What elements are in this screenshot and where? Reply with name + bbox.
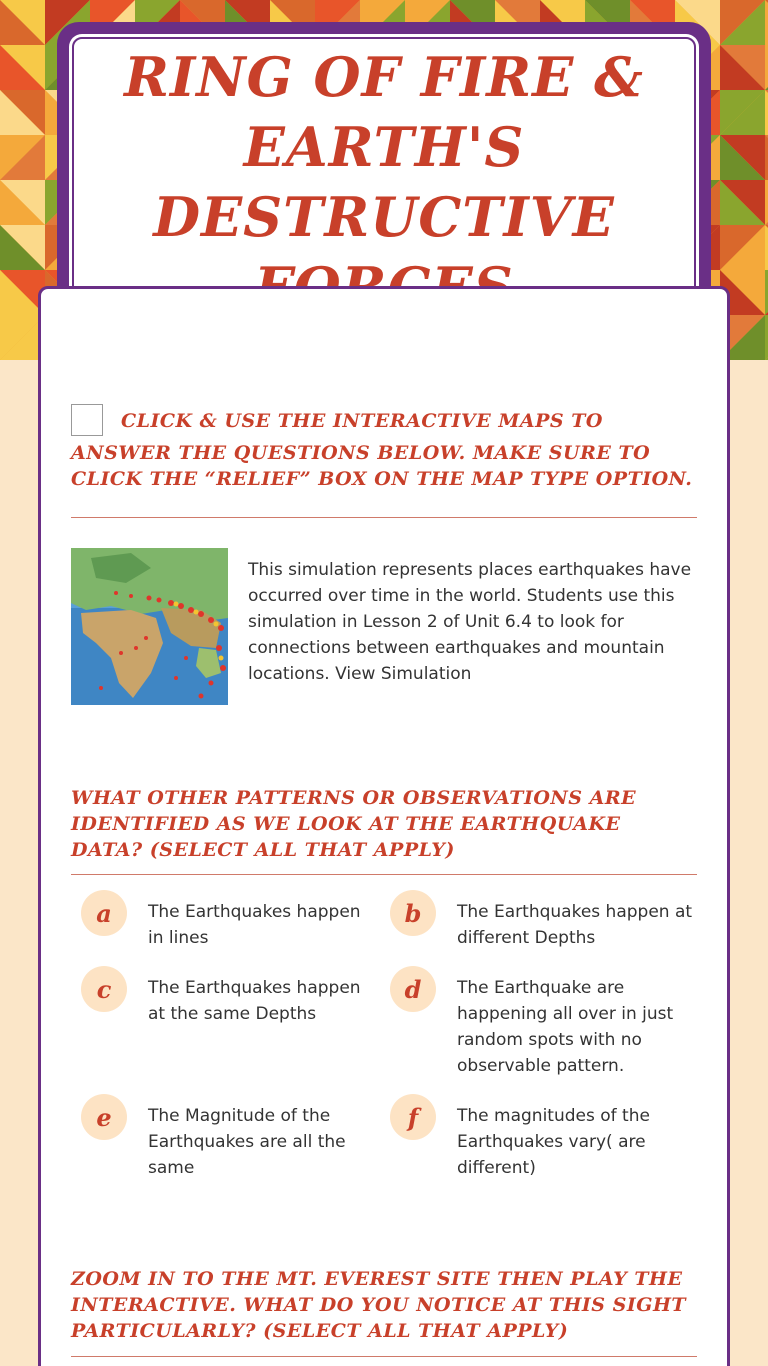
- option-a[interactable]: [81, 890, 381, 951]
- page-title: RING OF FIRE & EARTH'S DESTRUCTIVE: [124, 45, 644, 249]
- option-text-b: The Earthquakes happen at different Depths: [457, 902, 693, 948]
- option-text-c: The Earthquakes happen at the same Depths: [148, 978, 361, 1024]
- option-text-a: The Earthquakes happen in lines: [148, 902, 361, 948]
- option-letter-b: b: [390, 890, 436, 936]
- simulation-description: This simulation represents places earthquakes have occurred over time in the world. Students use this simulation in Lesson 2 of Unit 6.4 to look for connections between earthquakes and mountain locations. View Simulation: [248, 560, 692, 684]
- option-letter-a: a: [81, 890, 127, 936]
- option-e[interactable]: [81, 1094, 381, 1181]
- option-letter-f: f: [390, 1094, 436, 1140]
- question2-heading: ZOOM IN TO THE MT. EVEREST SITE THEN PLAY THE INTERACTIVE. WHAT DO YOU NOTICE AT THIS SIGHT PARTICULARLY? (SELECT ALL THAT APPLY): [71, 1268, 687, 1342]
- divider: [71, 517, 697, 518]
- instructions-heading: [71, 408, 697, 492]
- title-box: [72, 37, 696, 307]
- option-letter-d: d: [390, 966, 436, 1012]
- divider: [71, 874, 697, 875]
- question1-heading: WHAT OTHER PATTERNS OR OBSERVATIONS ARE IDENTIFIED AS WE LOOK AT THE EARTHQUAKE DATA? (SELECT ALL THAT APPLY): [71, 787, 637, 861]
- option-c[interactable]: [81, 966, 381, 1027]
- divider: [71, 1356, 697, 1357]
- broken-image-icon: [71, 404, 103, 436]
- option-b[interactable]: [390, 890, 695, 951]
- instructions-text: CLICK & USE THE INTERACTIVE MAPS TO ANSWER THE QUESTIONS BELOW. MAKE SURE TO CLICK THE “RELIEF” BOX ON THE MAP TYPE OPTION.: [71, 410, 693, 490]
- option-text-d: The Earthquake are happening all over in just random spots with no observable pattern.: [457, 978, 674, 1076]
- option-d[interactable]: [390, 966, 695, 1079]
- option-letter-c: c: [81, 966, 127, 1012]
- option-letter-e: e: [81, 1094, 127, 1140]
- world-map-image: [71, 548, 228, 705]
- earthquake-world-map-thumbnail[interactable]: [71, 548, 228, 705]
- option-f[interactable]: [390, 1094, 695, 1181]
- option-text-f: The magnitudes of the Earthquakes vary( are different): [457, 1106, 650, 1178]
- option-text-e: The Magnitude of the Earthquakes are all the same: [148, 1106, 346, 1178]
